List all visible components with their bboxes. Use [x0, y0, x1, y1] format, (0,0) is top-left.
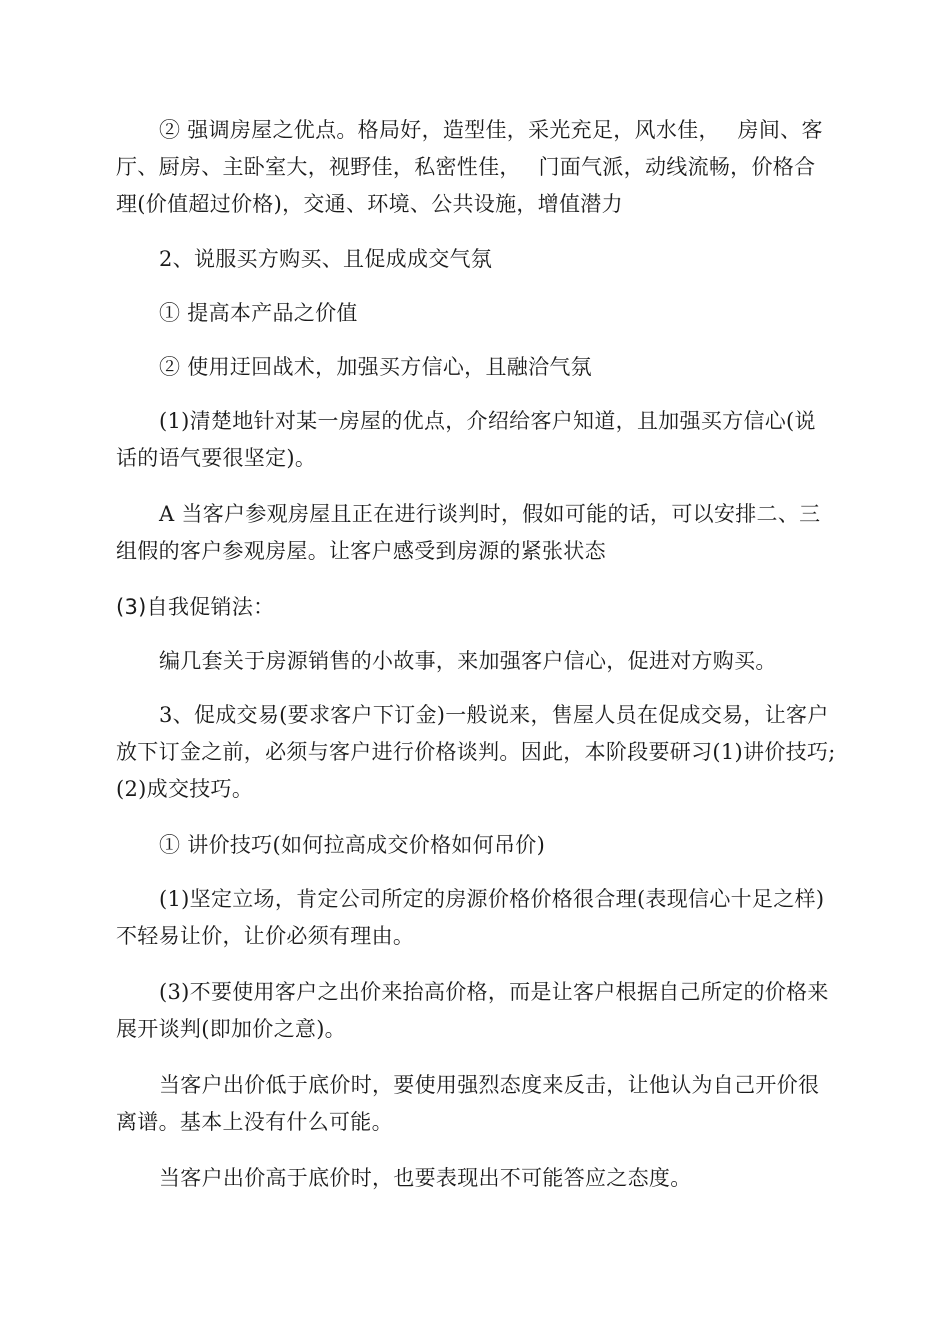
paragraph-arrange-visitors: A 当客户参观房屋且正在进行谈判时，假如可能的话，可以安排二、三组假的客户参观房屋。让客户感受到房源的紧张状态 — [116, 502, 821, 563]
paragraph-bargaining-skills: ① 讲价技巧(如何拉高成交价格如何吊价) — [159, 833, 546, 857]
paragraph-self-promotion-heading: (3)自我促销法： — [116, 595, 275, 619]
paragraph-persuade-buyer: 2、说服买方购买、且促成成交气氛 — [159, 247, 493, 271]
paragraph-above-floor: 当客户出价高于底价时，也要表现出不可能答应之态度。 — [159, 1166, 692, 1190]
paragraph-indirect-tactics: ② 使用迂回战术，加强买方信心，且融洽气氛 — [159, 355, 592, 379]
paragraph-raise-value: ① 提高本产品之价值 — [159, 301, 358, 325]
paragraph-stories: 编几套关于房源销售的小故事，来加强客户信心，促进对方购买。 — [159, 649, 777, 673]
paragraph-client-price: (3)不要使用客户之出价来抬高价格，而是让客户根据自己所定的价格来展开谈判(即加价之意)。 — [116, 980, 829, 1041]
paragraph-close-deal: 3、促成交易(要求客户下订金)一般说来，售屋人员在促成交易，让客户放下订金之前，必须与客户进行价格谈判。因此，本阶段要研习(1)讲价技巧;(2)成交技巧。 — [116, 703, 836, 801]
paragraph-advantages: ② 强调房屋之优点。格局好，造型佳，采光充足，风水佳， 房间、客厅、厨房、主卧室大，视野佳，私密性佳， 门面气派，动线流畅，价格合理(价值超过价格)，交通、环境、公共设施，增值潜力 — [116, 118, 823, 216]
paragraph-firm-stance: (1)坚定立场，肯定公司所定的房源价格价格很合理(表现信心十足之样)不轻易让价，让价必须有理由。 — [116, 887, 825, 948]
paragraph-explain-advantages: (1)清楚地针对某一房屋的优点，介绍给客户知道，且加强买方信心(说话的语气要很坚定)。 — [116, 409, 816, 470]
paragraph-below-floor: 当客户出价低于底价时，要使用强烈态度来反击，让他认为自己开价很离谱。基本上没有什么可能。 — [116, 1073, 820, 1134]
